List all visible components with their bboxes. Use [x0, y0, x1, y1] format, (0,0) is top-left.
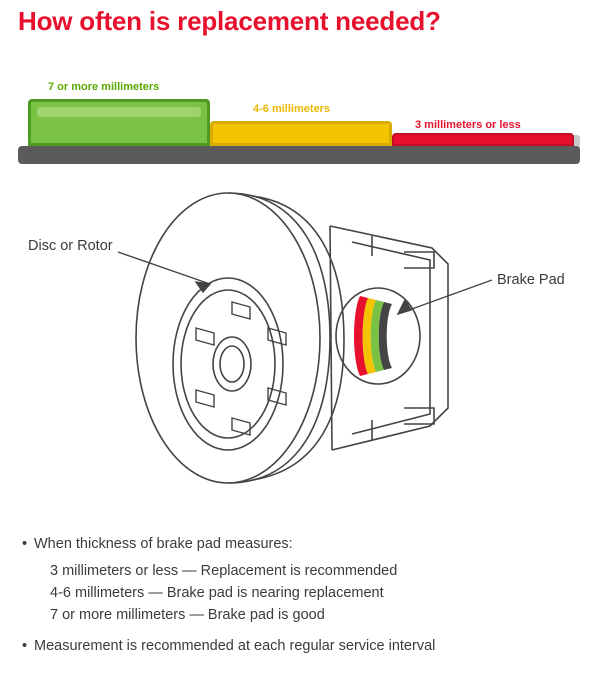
pad-block-green: [28, 99, 210, 146]
callout-disc-or-rotor: Disc or Rotor: [28, 238, 113, 254]
note-intro-row: [22, 534, 582, 555]
list-item: 4-6 millimeters — Brake pad is nearing replacement: [50, 585, 384, 601]
leader-lines: [118, 252, 492, 314]
bullet-icon: •: [22, 638, 28, 654]
note-footer-text: Measurement is recommended at each regular service interval: [34, 638, 436, 654]
rotor-bar: [18, 146, 580, 164]
note-intro-text: When thickness of brake pad measures:: [34, 536, 293, 552]
thickness-label-yellow: 4-6 millimeters: [253, 103, 331, 115]
thickness-label-green: 7 or more millimeters: [48, 81, 160, 93]
page-title: How often is replacement needed?: [18, 6, 441, 36]
list-item: 7 or more millimeters — Brake pad is good: [50, 607, 325, 623]
brake-assembly-svg: [0, 168, 600, 508]
pad-block-yellow: [210, 121, 392, 146]
note-sub-list: [50, 561, 582, 626]
pad-block-red: [392, 133, 574, 146]
pad-stack-detail: [354, 296, 392, 376]
list-item: 3 millimeters or less — Replacement is recommended: [50, 563, 398, 579]
note-footer-row: [22, 636, 582, 657]
callout-brake-pad: Brake Pad: [497, 272, 565, 288]
brake-assembly-illustration: [0, 168, 600, 508]
bullet-icon: •: [22, 536, 28, 552]
thickness-chart: [0, 75, 600, 170]
thickness-label-red: 3 millimeters or less: [415, 119, 521, 131]
notes-list: [22, 534, 582, 659]
